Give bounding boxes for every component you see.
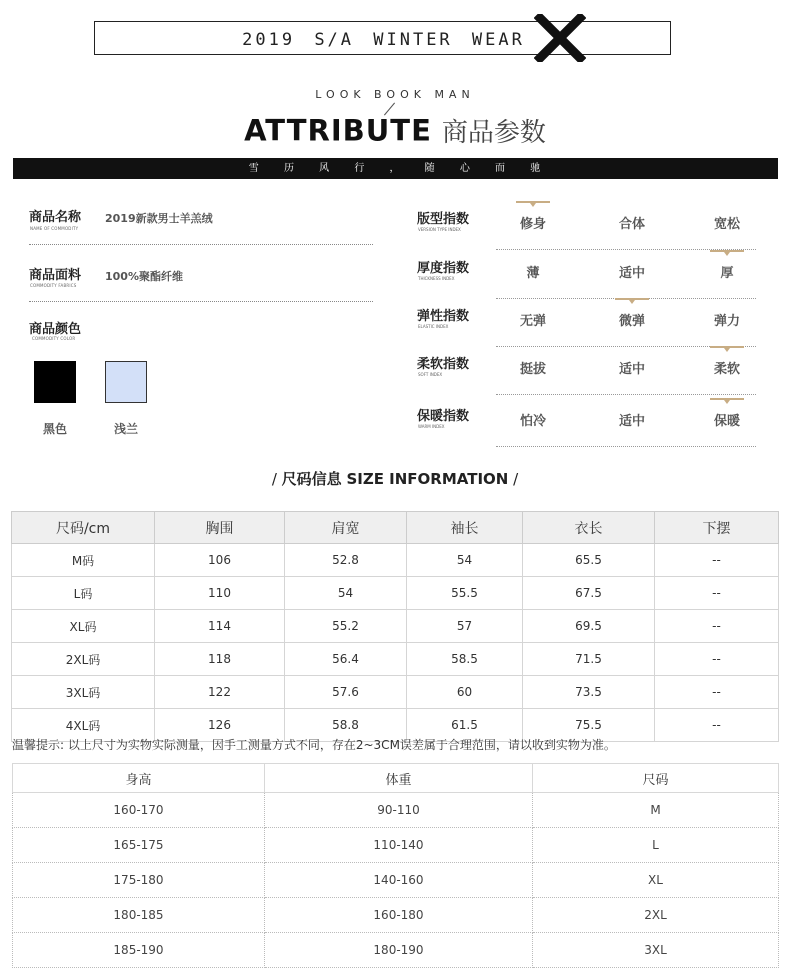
table-cell: 71.5 <box>523 643 655 676</box>
table-cell: 73.5 <box>523 676 655 709</box>
table-cell: -- <box>655 676 779 709</box>
table-row <box>12 676 779 709</box>
index-option[interactable]: 薄 <box>526 266 540 281</box>
table-cell: -- <box>655 643 779 676</box>
index-label: 弹性指数 <box>417 309 470 324</box>
table-cell: -- <box>655 610 779 643</box>
table-row <box>13 793 779 828</box>
table-cell: 118 <box>155 643 285 676</box>
table-cell: XL码 <box>12 610 155 643</box>
column-header: 胸围 <box>155 512 285 544</box>
name-label: 商品名称 <box>29 210 82 225</box>
index-option[interactable]: 挺拔 <box>519 362 546 377</box>
table-cell: 55.2 <box>285 610 407 643</box>
table-row <box>12 610 779 643</box>
recommend-table-header <box>13 764 779 793</box>
slash-left: / <box>271 470 282 488</box>
index-option[interactable]: 适中 <box>618 362 645 377</box>
index-label: 版型指数 <box>417 212 470 227</box>
index-option[interactable]: 微弹 <box>618 314 645 329</box>
index-label-en: WARM INDEX <box>418 424 445 429</box>
table-cell: 4XL码 <box>12 709 155 742</box>
color-label-en: COMMODITY COLOR <box>32 336 76 341</box>
size-title-cn: 尺码信息 <box>281 470 342 488</box>
table-cell: 3XL码 <box>12 676 155 709</box>
table-row <box>13 898 779 933</box>
column-header: 下摆 <box>655 512 779 544</box>
fabric-label: 商品面料 <box>29 268 82 283</box>
table-cell: 114 <box>155 610 285 643</box>
table-cell: 2XL码 <box>12 643 155 676</box>
table-cell: 2XL <box>533 898 779 933</box>
table-cell: 140-160 <box>265 863 533 898</box>
table-row <box>13 933 779 968</box>
size-info-title <box>0 468 790 489</box>
divider <box>29 244 373 245</box>
selected-marker <box>710 250 744 252</box>
name-value: 2019新款男士羊羔绒 <box>105 212 213 225</box>
selected-marker <box>710 346 744 348</box>
column-header: 肩宽 <box>285 512 407 544</box>
table-row <box>12 643 779 676</box>
size-recommend-table <box>12 763 779 968</box>
color-swatch-label: 浅兰 <box>113 422 138 436</box>
table-row <box>13 863 779 898</box>
table-cell: 3XL <box>533 933 779 968</box>
table-cell: 110-140 <box>265 828 533 863</box>
color-swatch-label: 黑色 <box>42 422 67 436</box>
index-label-en: THICKNESS INDEX <box>418 276 455 281</box>
index-option[interactable]: 合体 <box>618 217 645 232</box>
table-cell: 69.5 <box>523 610 655 643</box>
index-label: 柔软指数 <box>417 357 470 372</box>
table-cell: 52.8 <box>285 544 407 577</box>
banner-text: 2019 S/A WINTER WEAR <box>242 30 525 50</box>
table-cell: 180-190 <box>265 933 533 968</box>
table-cell: 185-190 <box>13 933 265 968</box>
table-cell: 67.5 <box>523 577 655 610</box>
fabric-value: 100%聚酯纤维 <box>105 270 183 283</box>
index-label-en: VERSION TYPE INDEX <box>418 227 461 232</box>
color-swatch-black[interactable] <box>34 361 76 403</box>
table-cell: 175-180 <box>13 863 265 898</box>
index-option[interactable]: 弹力 <box>713 314 740 329</box>
slash-right: / <box>513 470 519 488</box>
index-label: 保暖指数 <box>417 409 470 424</box>
column-header: 袖长 <box>407 512 523 544</box>
measurement-notice: 温馨提示: 以上尺寸为实物实际测量，因手工测量方式不同，存在2~3CM误差属于合理范围，请以收到实物为准。 <box>12 738 616 752</box>
index-option[interactable]: 怕冷 <box>519 414 546 429</box>
table-cell: 122 <box>155 676 285 709</box>
lookbook-caption: LOOK BOOK MAN <box>315 88 475 101</box>
table-cell: 110 <box>155 577 285 610</box>
table-cell: L <box>533 828 779 863</box>
column-header: 体重 <box>265 764 533 793</box>
index-label: 厚度指数 <box>417 261 470 276</box>
table-cell: 180-185 <box>13 898 265 933</box>
name-label-en: NAME OF COMMODITY <box>30 226 79 231</box>
table-cell: 90-110 <box>265 793 533 828</box>
table-cell: M码 <box>12 544 155 577</box>
index-divider <box>496 446 756 447</box>
table-cell: 54 <box>407 544 523 577</box>
index-option[interactable]: 宽松 <box>713 217 740 232</box>
index-option[interactable]: 柔软 <box>713 362 740 377</box>
column-header: 尺码 <box>533 764 779 793</box>
selected-marker <box>710 398 744 400</box>
attribute-title-en: ATTRIBUTE <box>244 113 432 148</box>
x-mark-icon <box>534 14 586 62</box>
attribute-heading <box>0 112 790 149</box>
table-cell: 55.5 <box>407 577 523 610</box>
table-cell: 61.5 <box>407 709 523 742</box>
table-cell: L码 <box>12 577 155 610</box>
color-label: 商品颜色 <box>29 322 82 337</box>
selected-marker <box>615 298 649 300</box>
index-option[interactable]: 无弹 <box>519 314 546 329</box>
column-header: 尺码/cm <box>12 512 155 544</box>
table-cell: 58.8 <box>285 709 407 742</box>
slogan-bar: 雪 历 风 行 ， 随 心 而 驰 <box>13 158 778 179</box>
table-cell: 58.5 <box>407 643 523 676</box>
table-cell: 106 <box>155 544 285 577</box>
table-cell: -- <box>655 544 779 577</box>
table-row <box>12 544 779 577</box>
table-cell: 54 <box>285 577 407 610</box>
table-cell: 160-180 <box>265 898 533 933</box>
index-label-en: ELASTIC INDEX <box>418 324 449 329</box>
index-divider <box>496 394 756 395</box>
attribute-title-cn: 商品参数 <box>441 118 546 148</box>
table-cell: 57 <box>407 610 523 643</box>
table-cell: 60 <box>407 676 523 709</box>
table-row <box>13 828 779 863</box>
color-swatch-light-blue[interactable] <box>105 361 147 403</box>
table-cell: 160-170 <box>13 793 265 828</box>
column-header: 身高 <box>13 764 265 793</box>
table-cell: 56.4 <box>285 643 407 676</box>
index-option[interactable]: 修身 <box>519 217 546 232</box>
size-table-header <box>12 512 779 544</box>
table-cell: M <box>533 793 779 828</box>
table-cell: -- <box>655 709 779 742</box>
table-cell: 65.5 <box>523 544 655 577</box>
index-option[interactable]: 厚 <box>720 266 734 281</box>
table-cell: 165-175 <box>13 828 265 863</box>
size-title-en: SIZE INFORMATION <box>346 470 509 488</box>
table-cell: -- <box>655 577 779 610</box>
table-cell: 57.6 <box>285 676 407 709</box>
index-option[interactable]: 保暖 <box>713 414 740 429</box>
table-cell: 126 <box>155 709 285 742</box>
table-cell: 75.5 <box>523 709 655 742</box>
selected-marker <box>516 201 550 203</box>
size-table <box>11 511 779 742</box>
divider <box>29 301 373 302</box>
fabric-label-en: COMMODITY FABRICS <box>30 283 77 288</box>
index-label-en: SOFT INDEX <box>418 372 443 377</box>
index-option[interactable]: 适中 <box>618 266 645 281</box>
table-cell: XL <box>533 863 779 898</box>
table-row <box>12 577 779 610</box>
column-header: 衣长 <box>523 512 655 544</box>
index-option[interactable]: 适中 <box>618 414 645 429</box>
